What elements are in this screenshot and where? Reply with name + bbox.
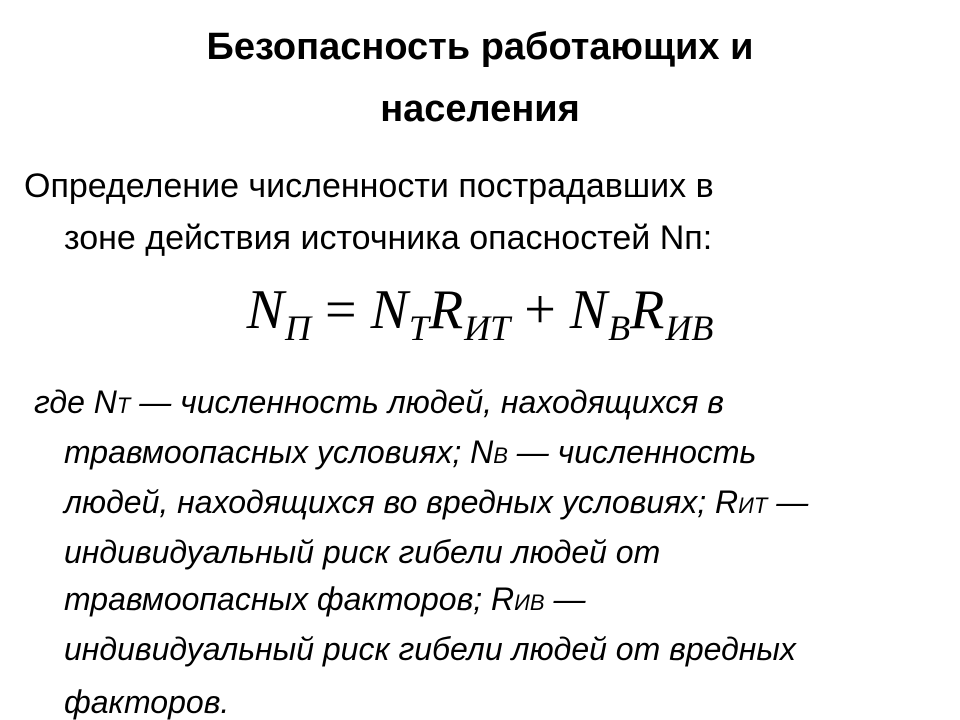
legend-line-4: индивидуальный риск гибели людей от	[64, 534, 661, 570]
legend-line-1-a: где N	[34, 384, 117, 420]
formula-t2-n-sub: B	[608, 308, 631, 348]
legend-line-2-b: — численность	[507, 434, 757, 470]
formula-lhs-sub: П	[284, 308, 311, 348]
title-line-2: населения	[380, 88, 580, 130]
legend-line-3	[34, 479, 944, 529]
legend-line-5-sub: ИВ	[514, 590, 545, 615]
legend-line-1	[34, 379, 944, 429]
legend-text	[34, 379, 944, 720]
formula-lhs-n: N	[246, 279, 284, 341]
legend-line-1-sub: Т	[116, 393, 131, 418]
intro-text	[24, 160, 924, 264]
legend-line-3-sub: ИТ	[738, 493, 768, 518]
intro-line-2: зоне действия источника опасностей Nп:	[64, 219, 713, 257]
legend-line-5	[34, 576, 944, 626]
formula-t2-r-sub: ИВ	[665, 308, 714, 348]
legend-line-3-b: —	[767, 484, 809, 520]
formula-equals: =	[324, 279, 357, 341]
formula-t1-r: R	[428, 279, 464, 341]
legend-line-2-a: травмоопасных условиях; N	[64, 434, 494, 470]
formula-t1-r-sub: ИТ	[464, 308, 511, 348]
legend-line-7: факторов.	[64, 684, 230, 720]
formula-t1-n-sub: T	[408, 308, 429, 348]
formula	[0, 270, 960, 368]
legend-line-5-a: травмоопасных факторов; R	[64, 581, 515, 617]
legend-line-5-b: —	[544, 581, 586, 617]
intro-line-1: Определение численности пострадавших в	[24, 167, 714, 205]
legend-line-3-a: людей, находящихся во вредных условиях; R	[64, 484, 739, 520]
legend-line-2-sub: В	[493, 443, 508, 468]
slide-title	[0, 16, 960, 140]
legend-line-1-b: — численность людей, находящихся в	[130, 384, 724, 420]
title-line-1: Безопасность работающих и	[206, 26, 754, 68]
legend-line-2	[34, 429, 944, 479]
formula-t2-n: N	[569, 279, 608, 341]
formula-plus: +	[524, 279, 556, 341]
formula-t2-r: R	[630, 279, 665, 341]
formula-t1-n: N	[370, 279, 408, 341]
legend-line-6: индивидуальный риск гибели людей от вредных	[64, 631, 796, 667]
